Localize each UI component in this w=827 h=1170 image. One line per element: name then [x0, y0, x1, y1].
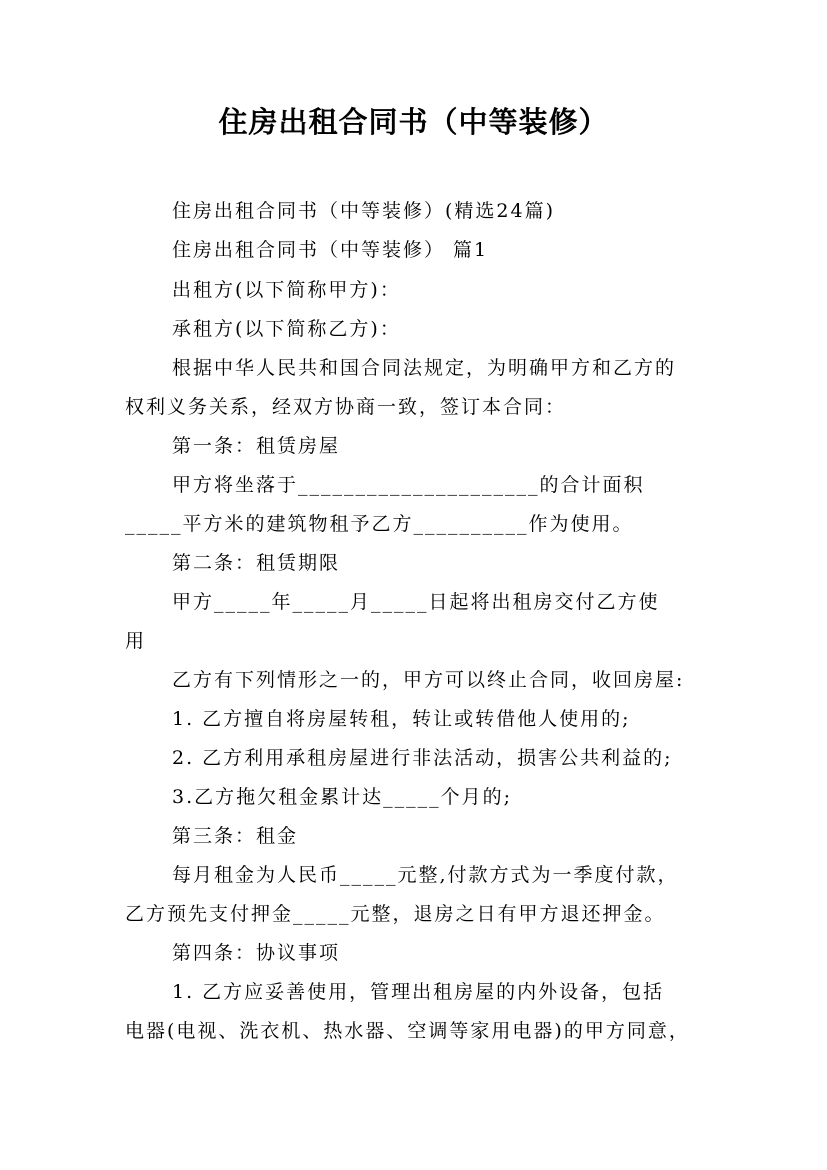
list-item: 1. 乙方擅自将房屋转租，转让或转借他人使用的;	[172, 708, 631, 730]
paragraph-line: 承租方(以下简称乙方)：	[172, 318, 401, 340]
paragraph-line: 乙方预先支付押金_____元整，退房之日有甲方退还押金。	[125, 903, 666, 925]
list-item: 3.乙方拖欠租金累计达_____个月的;	[172, 786, 513, 808]
document-title: 住房出租合同书（中等装修）	[218, 105, 609, 139]
section-heading: 住房出租合同书（中等装修） 篇1	[172, 239, 489, 261]
paragraph-line: 甲方_____年_____月_____日起将出租房交付乙方使	[172, 591, 660, 613]
paragraph-line: 权利义务关系，经双方协商一致，签订本合同：	[125, 396, 567, 418]
list-item: 2. 乙方利用承租房屋进行非法活动，损害公共利益的;	[172, 747, 673, 769]
paragraph-line: 根据中华人民共和国合同法规定，为明确甲方和乙方的	[172, 357, 677, 379]
paragraph-line: 用	[125, 630, 147, 652]
paragraph-line: _____平方米的建筑物租予乙方__________作为使用。	[125, 513, 634, 535]
subtitle-line: 住房出租合同书（中等装修）(精选24篇)	[172, 200, 556, 222]
clause-heading: 第二条：租赁期限	[172, 552, 341, 574]
paragraph-line: 甲方将坐落于_____________________的合计面积	[172, 474, 645, 496]
paragraph-line: 每月租金为人民币_____元整,付款方式为一季度付款，	[172, 864, 679, 886]
clause-heading: 第四条：协议事项	[172, 942, 341, 964]
paragraph-line: 电器(电视、洗衣机、热水器、空调等家用电器)的甲方同意，	[125, 1020, 690, 1042]
clause-heading: 第一条：租赁房屋	[172, 435, 341, 457]
list-item: 1. 乙方应妥善使用，管理出租房屋的内外设备，包括	[172, 981, 665, 1003]
paragraph-line: 乙方有下列情形之一的，甲方可以终止合同，收回房屋:	[172, 669, 685, 691]
clause-heading: 第三条：租金	[172, 825, 299, 847]
paragraph-line: 出租方(以下简称甲方)：	[172, 279, 401, 301]
